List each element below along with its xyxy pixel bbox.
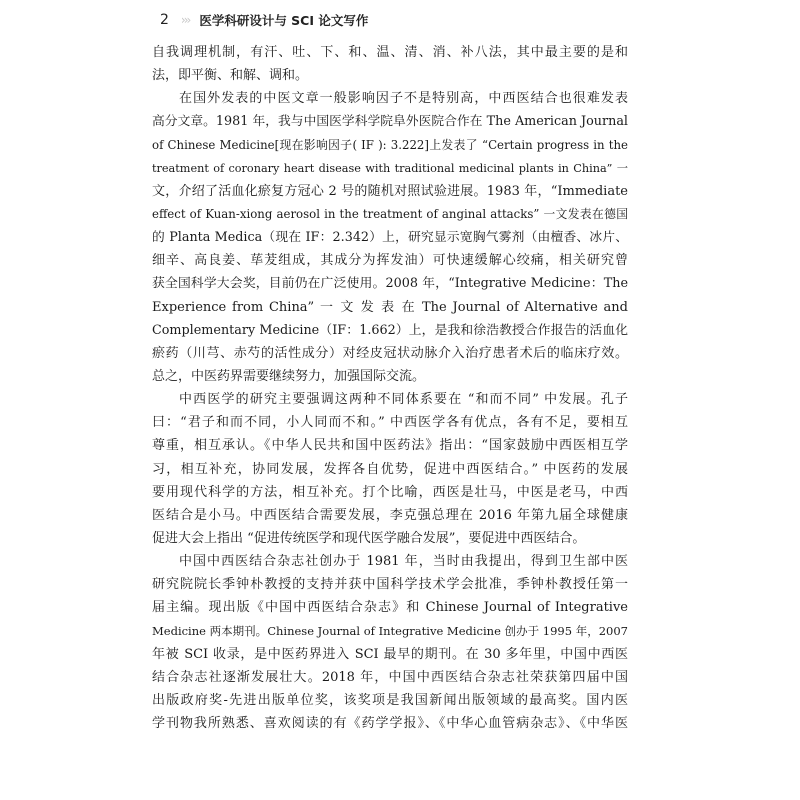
text-line: 习，相互补充，协同发展，发挥各自优势，促进中西医结合。” 中医药的发展 [152,461,628,477]
text-line: 届主编。现出版《中国中西医结合杂志》和 Chinese Journal of Integrative [152,600,628,616]
text-line: 曰：“君子和而不同，小人同而不和。” 中西医学各有优点，各有不足，要相互 [152,415,628,431]
chevrons-icon: ››› [180,13,190,27]
text-line: 自我调理机制，有汗、吐、下、和、温、清、消、补八法，其中最主要的是和 [152,45,628,60]
text-line: 瘀药（川芎、赤芍的活性成分）对经皮冠状动脉介入治疗患者术后的临床疗效。 [152,345,628,361]
text-line: 文，介绍了活血化瘀复方冠心 2 号的随机对照试验进展。1983 年，“Immediate [152,183,628,199]
text-line: effect of Kuan-xiong aerosol in the treatment of anginal attacks” 一文发表在德国 [152,206,628,221]
text-line: 医结合是小马。中西医结合需要发展，李克强总理在 2016 年第九届全球健康 [152,507,628,523]
text-line: Medicine 两本期刊。Chinese Journal of Integrative Medicine 创办于 1995 年，2007 [152,623,628,638]
book-title: 医学科研设计与 SCI 论文写作 [199,13,369,28]
text-line: 要用现代科学的方法，相互补充。打个比喻，西医是壮马，中医是老马，中西 [152,484,628,500]
text-line: treatment of coronary heart disease with traditional medicinal plants in China” 一 [152,161,628,175]
text-line: 促进大会上指出 “促进传统医学和现代医学融合发展”，要促进中西医结合。 [152,530,586,546]
text-line: 年被 SCI 收录，是中医药界进入 SCI 最早的期刊。在 30 多年里，中国中西医 [152,646,628,662]
text-line: Complementary Medicine（IF：1.662）上，是我和徐浩教授合作报告的活血化 [152,322,628,338]
body-text [152,41,628,735]
text-line: 结合杂志社逐渐发展壮大。2018 年，中国中西医结合杂志社荣获第四届中国 [152,669,628,685]
text-line: 学刊物我所熟悉、喜欢阅读的有《药学学报》、《中华心血管病杂志》、《中华医 [152,716,628,732]
page-number: 2 [160,12,169,28]
text-line: 中西医学的研究主要强调这两种不同体系要在 “和而不同” 中发展。孔子 [179,392,628,408]
text-line: 的 Planta Medica（现在 IF：2.342）上，研究显示宽胸气雾剂（由檀香、冰片、 [152,230,628,246]
text-line: 细辛、高良姜、荜茇组成，其成分为挥发油）可快速缓解心绞痛，相关研究曾 [152,253,628,269]
text-line: 中国中西医结合杂志社创办于 1981 年，当时由我提出，得到卫生部中医 [179,554,628,570]
running-header [160,10,368,30]
text-line: 研究院院长季钟朴教授的支持并获中国科学技术学会批准，季钟朴教授任第一 [152,577,628,593]
text-line: 在国外发表的中医文章一般影响因子不是特别高，中西医结合也很难发表 [179,91,628,107]
text-line: 尊重，相互承认。《中华人民共和国中医药法》指出：“国家鼓励中西医相互学 [152,438,628,454]
text-line: 法，即平衡、和解、调和。 [152,68,309,84]
text-line: 总之，中医药界需要继续努力，加强国际交流。 [152,368,426,384]
text-line: 获全国科学大会奖，目前仍在广泛使用。2008 年，“Integrative Medicine：The [152,276,628,292]
text-line: Experience from China” 一 文 发 表 在 The Journal of Alternative and [152,299,628,315]
text-line: 出版政府奖-先进出版单位奖，该奖项是我国新闻出版领域的最高奖。国内医 [152,692,628,708]
text-line: 高分文章。1981 年，我与中国医学科学院阜外医院合作在 The American Journal [152,114,628,130]
text-line: of Chinese Medicine[现在影响因子( IF ): 3.222]上发表了 “Certain progress in the [152,137,628,152]
